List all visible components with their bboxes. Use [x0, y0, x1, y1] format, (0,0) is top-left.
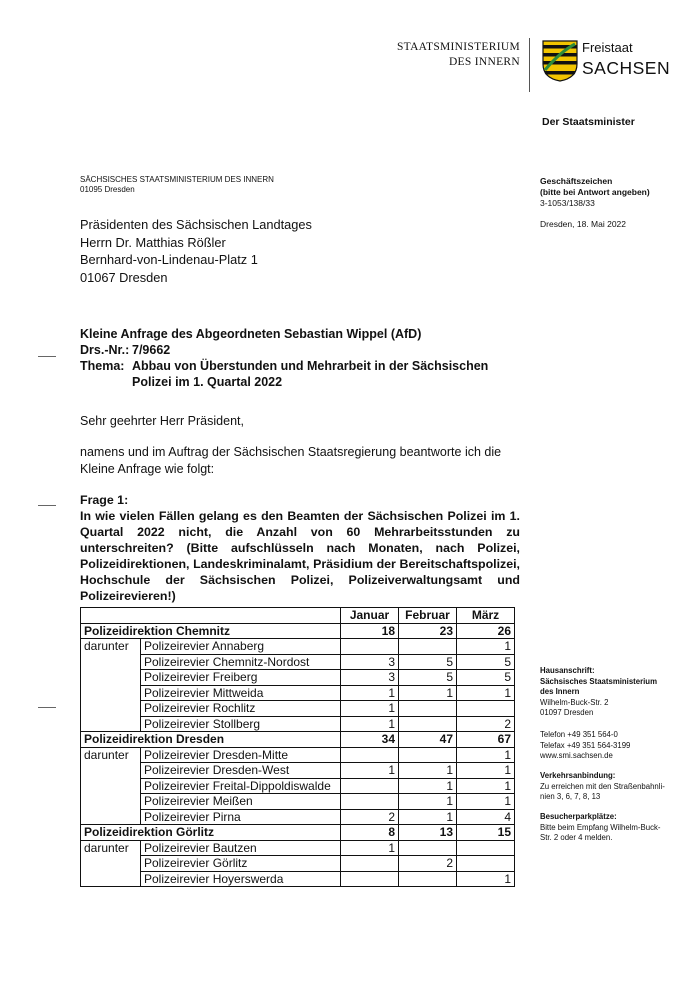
directorate-value: 23 [399, 623, 457, 639]
drs-row [80, 342, 520, 358]
revier-value [399, 701, 457, 717]
revier-name: Polizeirevier Görlitz [141, 856, 341, 872]
ministry-line2: DES INNERN [448, 56, 520, 68]
header-empty-cell [81, 608, 341, 624]
directorate-value: 8 [341, 825, 399, 841]
fold-mark [38, 505, 56, 506]
directorate-name: Polizeidirektion Chemnitz [81, 623, 341, 639]
revier-name: Polizeirevier Stollberg [141, 716, 341, 732]
header-divider [529, 38, 530, 92]
sender-line2: 01095 Dresden [80, 185, 135, 194]
fold-mark [38, 356, 56, 357]
table-row [81, 840, 515, 856]
darunter-spacer [81, 856, 141, 872]
revier-name: Polizeirevier Freital-Dippoldiswalde [141, 778, 341, 794]
darunter-label: darunter [81, 639, 141, 655]
transport-line2: nien 3, 6, 7, 8, 13 [540, 792, 601, 801]
sender-address [80, 175, 274, 195]
letter-date: Dresden, 18. Mai 2022 [540, 219, 626, 229]
table-row [81, 856, 515, 872]
darunter-spacer [81, 670, 141, 686]
table-row [81, 763, 515, 779]
transport-block [540, 771, 665, 803]
revier-value [341, 856, 399, 872]
minister-title: Der Staatsminister [542, 116, 635, 128]
revier-name: Polizeirevier Chemnitz-Nordost [141, 654, 341, 670]
table-row [81, 685, 515, 701]
overtime-table [80, 607, 515, 887]
salutation: Sehr geehrter Herr Präsident, [80, 414, 244, 428]
revier-name: Polizeirevier Pirna [141, 809, 341, 825]
table-row [81, 871, 515, 887]
darunter-spacer [81, 685, 141, 701]
revier-value: 5 [457, 654, 515, 670]
revier-value [399, 871, 457, 887]
directorate-value: 18 [341, 623, 399, 639]
darunter-spacer [81, 778, 141, 794]
revier-name: Polizeirevier Mittweida [141, 685, 341, 701]
table-row [81, 639, 515, 655]
table-row [81, 654, 515, 670]
question-label: Frage 1: [80, 493, 129, 507]
fold-mark [38, 707, 56, 708]
revier-value [457, 856, 515, 872]
drs-value: 7/9662 [132, 343, 171, 357]
revier-name: Polizeirevier Freiberg [141, 670, 341, 686]
directorate-value: 67 [457, 732, 515, 748]
revier-value [457, 840, 515, 856]
drs-label: Drs.-Nr.: [80, 343, 130, 357]
address-block [540, 666, 657, 719]
recipient-line2: Herrn Dr. Matthias Rößler [80, 234, 226, 250]
revier-value [399, 639, 457, 655]
reference-hint: (bitte bei Antwort angeben) [540, 187, 650, 197]
address-label: Hausanschrift: [540, 666, 595, 675]
table-row [81, 670, 515, 686]
revier-value: 1 [399, 794, 457, 810]
revier-value: 2 [399, 856, 457, 872]
revier-name: Polizeirevier Bautzen [141, 840, 341, 856]
topic-row [80, 358, 520, 390]
reference-block [540, 176, 650, 209]
revier-value: 5 [457, 670, 515, 686]
ministry-name [397, 40, 520, 70]
revier-value: 1 [399, 763, 457, 779]
revier-value: 2 [457, 716, 515, 732]
revier-value: 1 [457, 794, 515, 810]
directorate-row [81, 732, 515, 748]
revier-value: 1 [341, 716, 399, 732]
revier-value [341, 871, 399, 887]
revier-name: Polizeirevier Rochlitz [141, 701, 341, 717]
table-row [81, 747, 515, 763]
column-header: Februar [399, 608, 457, 624]
table-row [81, 794, 515, 810]
revier-name: Polizeirevier Hoyerswerda [141, 871, 341, 887]
topic-line1: Abbau von Überstunden und Mehrarbeit in der Sächsischen [132, 359, 489, 373]
revier-name: Polizeirevier Dresden-Mitte [141, 747, 341, 763]
address-org1: Sächsisches Staatsministerium [540, 676, 658, 686]
revier-value: 1 [341, 685, 399, 701]
directorate-value: 34 [341, 732, 399, 748]
revier-value: 1 [399, 778, 457, 794]
saxony-coat-of-arms-icon [542, 40, 578, 82]
darunter-spacer [81, 809, 141, 825]
state-name [582, 38, 670, 78]
intro-text: namens und im Auftrag der Sächsischen Staatsregierung beantworte ich die Kleine Anfrage wie folgt: [80, 445, 502, 476]
directorate-row [81, 825, 515, 841]
revier-value: 1 [457, 747, 515, 763]
transport-label: Verkehrsanbindung: [540, 771, 616, 780]
revier-value: 3 [341, 670, 399, 686]
darunter-spacer [81, 763, 141, 779]
directorate-value: 26 [457, 623, 515, 639]
website-link[interactable]: www.smi.sachsen.de [540, 751, 613, 760]
table-row [81, 716, 515, 732]
revier-value [457, 701, 515, 717]
darunter-spacer [81, 794, 141, 810]
revier-value: 1 [399, 685, 457, 701]
revier-value: 5 [399, 670, 457, 686]
revier-value: 2 [341, 809, 399, 825]
parking-line1: Bitte beim Empfang Wilhelm-Buck- [540, 822, 661, 832]
directorate-value: 47 [399, 732, 457, 748]
revier-name: Polizeirevier Meißen [141, 794, 341, 810]
column-header: Januar [341, 608, 399, 624]
darunter-label: darunter [81, 840, 141, 856]
address-city: 01097 Dresden [540, 708, 594, 717]
parking-line2: Str. 2 oder 4 melden. [540, 833, 613, 842]
reference-label: Geschäftszeichen [540, 176, 613, 186]
revier-value: 1 [457, 639, 515, 655]
revier-value [399, 716, 457, 732]
revier-value [341, 747, 399, 763]
table-row [81, 701, 515, 717]
recipient-line1: Präsidenten des Sächsischen Landtages [80, 217, 312, 232]
parking-block [540, 812, 660, 844]
revier-name: Polizeirevier Annaberg [141, 639, 341, 655]
table-header-row [81, 608, 515, 624]
darunter-label: darunter [81, 747, 141, 763]
question-text: In wie vielen Fällen gelang es den Beamten der Sächsischen Polizei im 1. Quartal 2022 nicht, die Anzahl von 60 Mehrarbeitsstunden zu unterschreiten? (Bitte aufschlüsseln nach Monaten, nach Polizei, Polizeidirektionen, Landeskriminalamt, Präsidium der Bereitschaftspolizei, Hochschule der Sächsischen Polizei, Polizeiverwaltungsamt und Polizeirevieren!) [80, 509, 520, 603]
transport-line1: Zu erreichen mit den Straßenbahnli- [540, 781, 665, 791]
revier-value [341, 794, 399, 810]
address-org2: des Innern [540, 687, 580, 696]
revier-value: 1 [341, 840, 399, 856]
revier-value: 1 [457, 871, 515, 887]
phone: Telefon +49 351 564-0 [540, 730, 618, 739]
sender-line1: SÄCHSISCHES STAATSMINISTERIUM DES INNERN [80, 175, 274, 184]
revier-value: 1 [457, 763, 515, 779]
parking-label: Besucherparkplätze: [540, 812, 617, 821]
revier-value: 1 [341, 763, 399, 779]
column-header: März [457, 608, 515, 624]
darunter-spacer [81, 716, 141, 732]
directorate-name: Polizeidirektion Dresden [81, 732, 341, 748]
topic-label: Thema: [80, 359, 125, 373]
question-block [80, 492, 520, 604]
directorate-row [81, 623, 515, 639]
recipient-line4: 01067 Dresden [80, 269, 168, 285]
table-row [81, 809, 515, 825]
darunter-spacer [81, 701, 141, 717]
revier-value [341, 778, 399, 794]
darunter-spacer [81, 654, 141, 670]
directorate-value: 13 [399, 825, 457, 841]
recipient-line3: Bernhard-von-Lindenau-Platz 1 [80, 252, 258, 267]
state-line1: Freistaat [582, 40, 633, 55]
subject-title: Kleine Anfrage des Abgeordneten Sebastian Wippel (AfD) [80, 327, 422, 341]
directorate-name: Polizeidirektion Görlitz [81, 825, 341, 841]
fax: Telefax +49 351 564-3199 [540, 740, 631, 750]
revier-name: Polizeirevier Dresden-West [141, 763, 341, 779]
recipient-address [80, 216, 312, 286]
revier-value: 1 [457, 778, 515, 794]
revier-value: 5 [399, 654, 457, 670]
directorate-value: 15 [457, 825, 515, 841]
table-row [81, 778, 515, 794]
revier-value: 1 [457, 685, 515, 701]
ministry-line1: STAATSMINISTERIUM [396, 41, 520, 53]
reference-number: 3-1053/138/33 [540, 198, 595, 208]
topic-line2: Polizei im 1. Quartal 2022 [132, 375, 283, 389]
darunter-spacer [81, 871, 141, 887]
contact-block [540, 730, 630, 762]
revier-value: 3 [341, 654, 399, 670]
revier-value [399, 747, 457, 763]
revier-value [399, 840, 457, 856]
address-street: Wilhelm-Buck-Str. 2 [540, 697, 609, 707]
revier-value: 4 [457, 809, 515, 825]
revier-value: 1 [341, 701, 399, 717]
state-line2: SACHSEN [582, 58, 671, 78]
revier-value: 1 [399, 809, 457, 825]
revier-value [341, 639, 399, 655]
subject-block [80, 326, 520, 390]
